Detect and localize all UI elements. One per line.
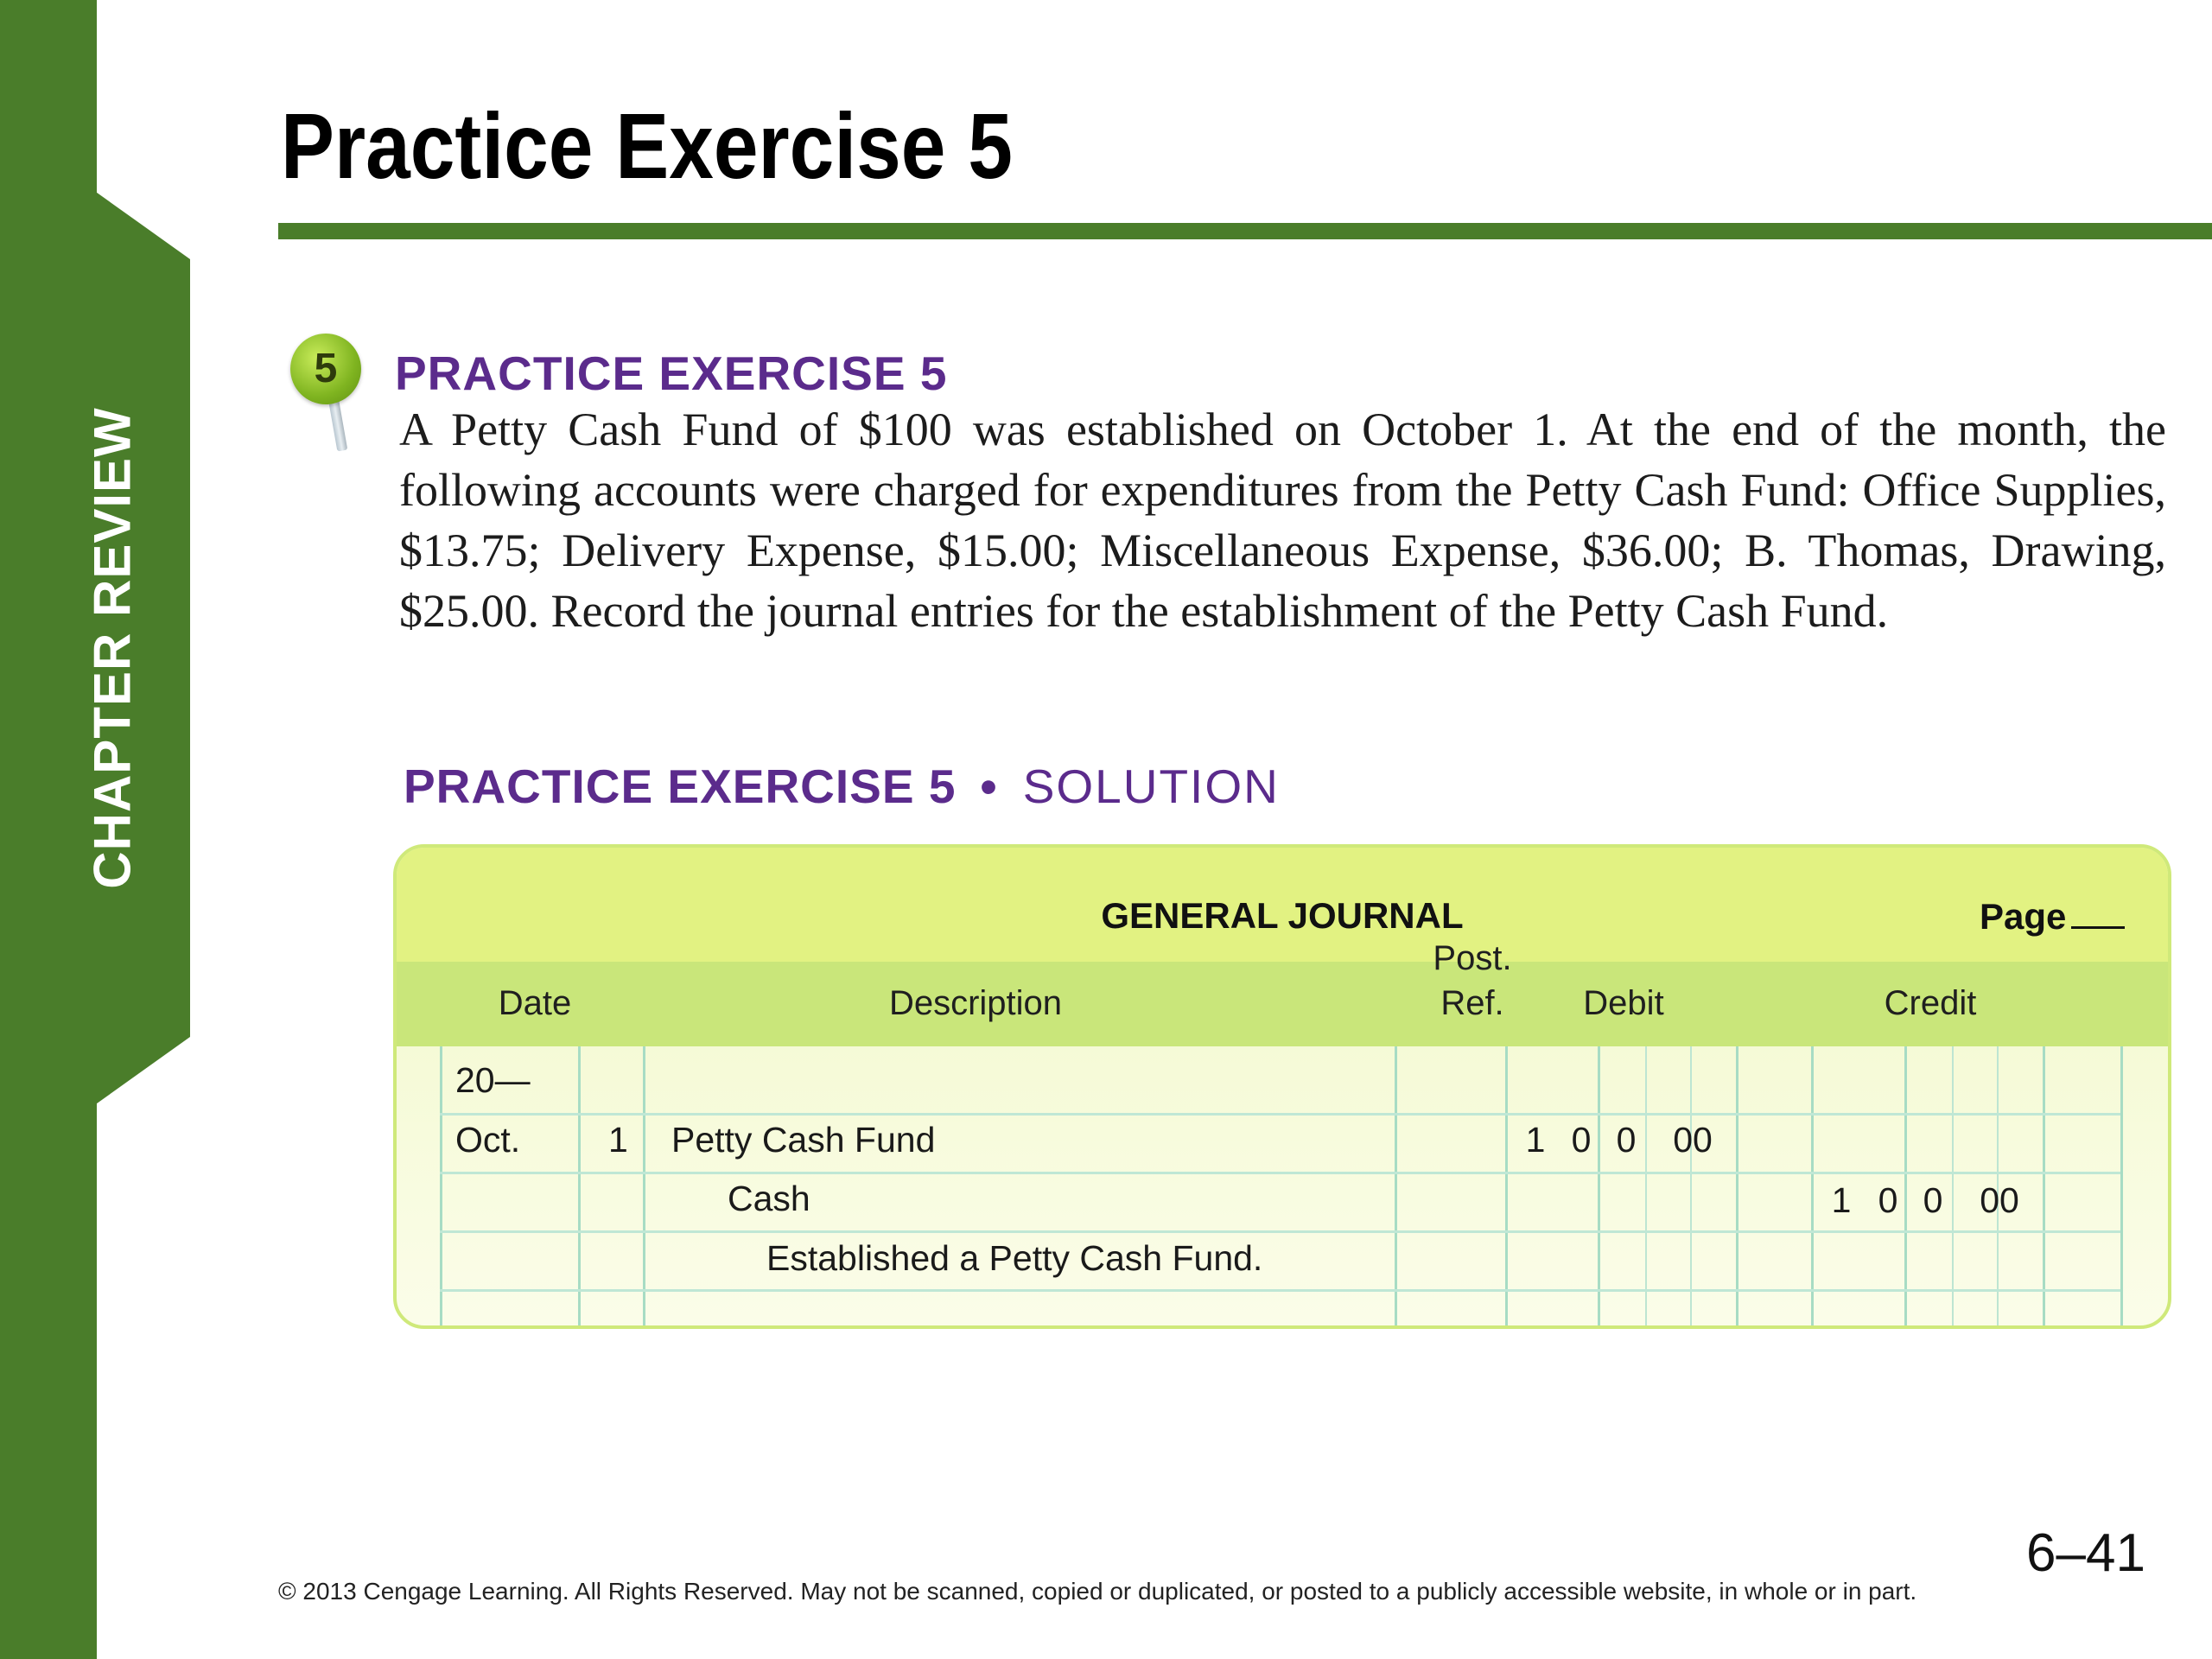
grid-line [643, 1046, 645, 1329]
row-line [440, 1230, 2120, 1233]
credit-digit: 0 [1878, 1180, 1898, 1220]
credit-cents: 00 [1980, 1180, 2019, 1220]
row-description: Cash [728, 1179, 810, 1218]
chapter-review-label: CHAPTER REVIEW [83, 407, 142, 889]
column-header-debit: Debit [1583, 984, 1664, 1022]
slide-number: 6–41 [2026, 1523, 2145, 1583]
row-line [440, 1289, 2120, 1292]
page-title: Practice Exercise 5 [281, 93, 1013, 198]
grid-line [578, 1046, 581, 1329]
exercise-text: A Petty Cash Fund of $100 was established on October 1. At the end of the month, the following accounts were charged for expenditures from the Petty Cash Fund: Office Supplies, $13.75; Delivery Expense, $15.00; Miscellaneous Expense, $36.00; B. Thomas, Drawing, $25.00. Record the journal entries for the establishment of the Petty Cash Fund. [399, 404, 2166, 637]
debit-digit: 0 [1571, 1120, 1592, 1160]
grid-line [440, 1046, 442, 1329]
credit-digit: 0 [1923, 1180, 1943, 1220]
column-header-post-ref-2: Ref. [1440, 984, 1504, 1022]
grid-line [1645, 1046, 1647, 1329]
pin-needle [328, 397, 348, 451]
row-description: Established a Petty Cash Fund. [766, 1238, 1263, 1278]
column-header-date: Date [498, 984, 572, 1022]
title-divider [278, 223, 2212, 239]
row-description: Petty Cash Fund [671, 1120, 936, 1160]
debit-cents: 00 [1673, 1120, 1713, 1160]
column-header-post-ref-1: Post. [1433, 939, 1512, 977]
grid-line [1505, 1046, 1508, 1329]
page-number-blank [2071, 895, 2125, 929]
row-line [440, 1172, 2120, 1174]
journal-title: GENERAL JOURNAL [1101, 895, 1464, 936]
grid-line [2043, 1046, 2045, 1329]
exercise-heading: PRACTICE EXERCISE 5 [395, 346, 948, 400]
general-journal [393, 844, 2171, 1329]
grid-line [1690, 1046, 1692, 1329]
bullet-separator: • [980, 760, 999, 813]
solution-label: SOLUTION [1022, 760, 1280, 813]
debit-digit: 0 [1616, 1120, 1637, 1160]
column-header-description: Description [888, 984, 1063, 1022]
grid-line [2120, 1046, 2123, 1329]
grid-line [1395, 1046, 1397, 1329]
column-header-credit: Credit [1884, 984, 1977, 1022]
page-label: Page [1980, 896, 2067, 937]
grid-line [1598, 1046, 1600, 1329]
solution-heading [404, 759, 1280, 814]
row-line [440, 1113, 2120, 1116]
row-month: Oct. [455, 1120, 521, 1160]
journal-page-label [1980, 895, 2125, 938]
copyright-notice: © 2013 Cengage Learning. All Rights Reserved. May not be scanned, copied or duplicated, or posted to a publicly accessible website, in whole or in part. [278, 1578, 1917, 1605]
grid-line [1736, 1046, 1738, 1329]
solution-exercise-label: PRACTICE EXERCISE 5 [404, 760, 957, 813]
row-month: 20— [455, 1060, 531, 1100]
credit-digit: 1 [1831, 1180, 1852, 1220]
grid-line [1811, 1046, 1814, 1329]
row-day: 1 [608, 1120, 628, 1160]
exercise-badge-number: 5 [314, 346, 338, 391]
debit-digit: 1 [1525, 1120, 1546, 1160]
